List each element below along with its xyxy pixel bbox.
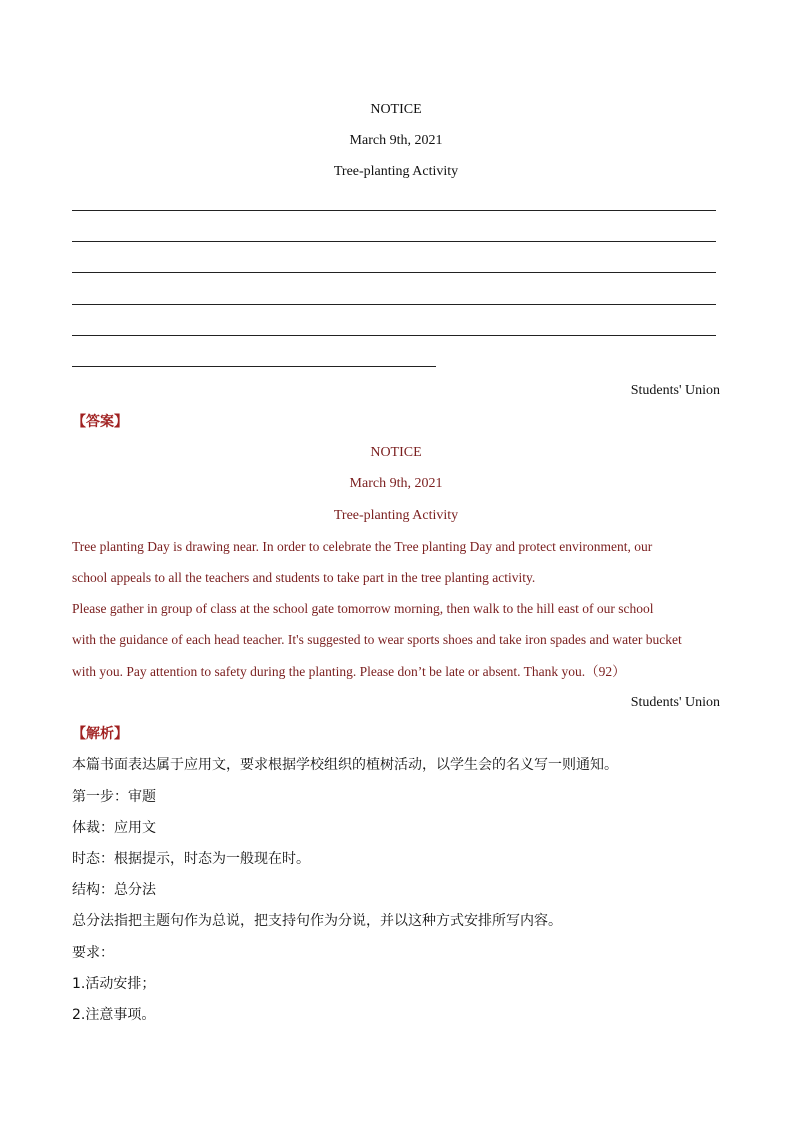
analysis-line-5: 结构：总分法 [72,882,156,898]
answer-subject: Tree-planting Activity [333,508,459,523]
analysis-line-9: 2.注意事项。 [72,1007,156,1023]
writing-line-2 [72,241,716,242]
answer-signature: Students' Union [630,695,720,710]
analysis-line-7: 要求： [72,945,114,961]
answer-line-2: school appeals to all the teachers and students to take part in the tree planting activity. [72,570,536,585]
question-notice-title: NOTICE [370,102,422,117]
answer-label: 【答案】 [72,414,128,430]
answer-line-5: with you. Pay attention to safety during the planting. Please don’t be late or absent. Thank you.（92） [72,664,626,679]
answer-date: March 9th, 2021 [349,476,443,491]
answer-line-1: Tree planting Day is drawing near. In order to celebrate the Tree planting Day and protect environment, our [72,539,653,554]
writing-line-4 [72,304,716,305]
analysis-line-4: 时态：根据提示，时态为一般现在时。 [72,851,310,867]
analysis-line-8: 1.活动安排； [72,976,156,992]
question-signature: Students' Union [630,383,720,398]
answer-line-4: with the guidance of each head teacher. It's suggested to wear sports shoes and take iron spades and water bucket [72,632,682,647]
writing-line-3 [72,272,716,273]
writing-line-1 [72,210,716,211]
answer-notice-title: NOTICE [370,445,422,460]
analysis-line-6: 总分法指把主题句作为总说，把支持句作为分说，并以这种方式安排所写内容。 [72,913,562,929]
answer-line-3: Please gather in group of class at the school gate tomorrow morning, then walk to the hill east of our school [72,601,654,616]
question-subject: Tree-planting Activity [333,164,459,179]
analysis-line-2: 第一步：审题 [72,789,156,805]
analysis-label: 【解析】 [72,726,128,742]
analysis-line-1: 本篇书面表达属于应用文，要求根据学校组织的植树活动，以学生会的名义写一则通知。 [72,757,618,773]
question-date: March 9th, 2021 [349,133,443,148]
writing-line-5 [72,335,716,336]
analysis-line-3: 体裁：应用文 [72,820,156,836]
writing-line-6 [72,366,436,367]
